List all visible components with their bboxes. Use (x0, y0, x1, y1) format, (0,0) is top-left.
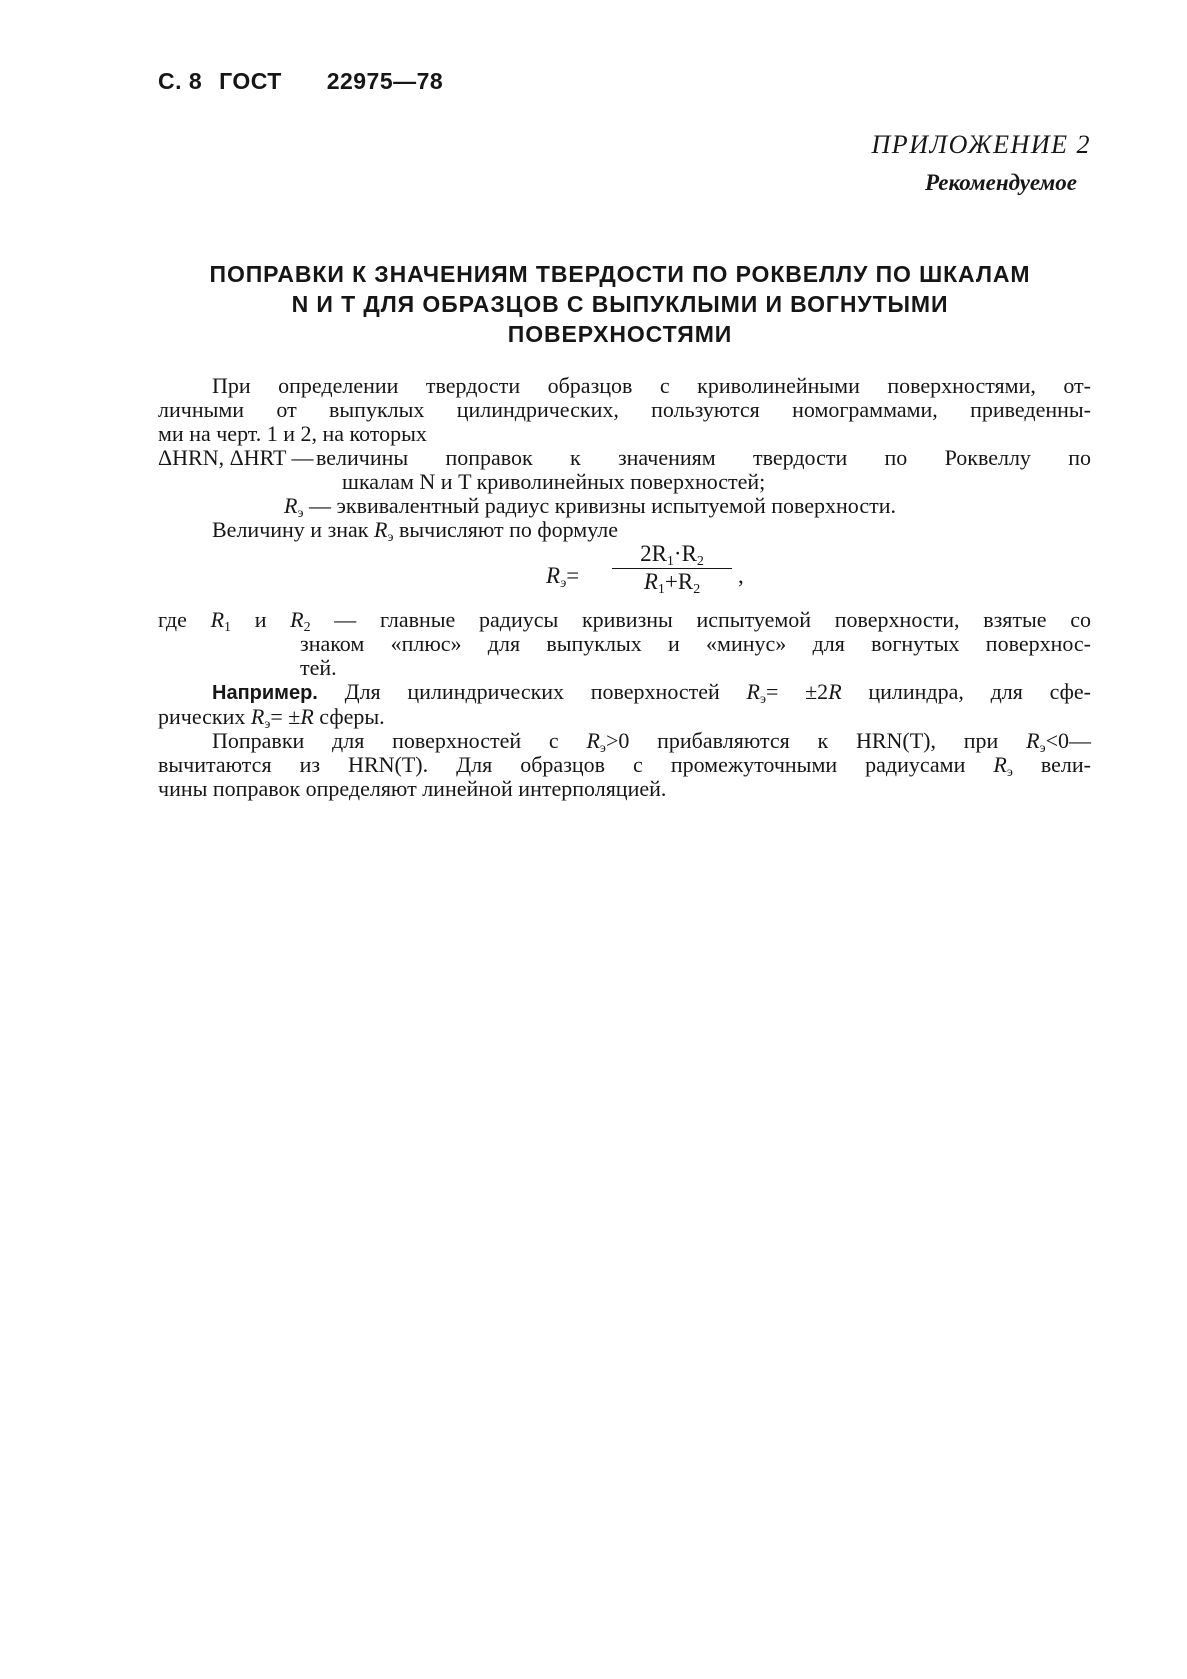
text-segment: = ± (270, 704, 301, 729)
appendix-title: ПРИЛОЖЕНИЕ 2 (871, 130, 1091, 159)
formula-subscript: э (560, 576, 567, 591)
text-segment: = ±2 (765, 679, 829, 704)
symbol: R (993, 752, 1007, 777)
appendix-subtitle: Рекомендуемое (925, 170, 1077, 195)
formula-subscript: 1 (657, 582, 665, 597)
formula-lhs (546, 563, 580, 591)
page-number: С. 8 (158, 68, 203, 94)
text-segment: — главные радиусы кривизны испытуемой поверхности, взятые со (310, 607, 1091, 632)
formula-subscript: 1 (666, 554, 674, 569)
text-segment: Для цилиндрических поверхностей (317, 679, 747, 704)
symbol-subscript: 1 (224, 620, 232, 635)
title-line: N И T ДЛЯ ОБРАЗЦОВ С ВЫПУКЛЫМИ И ВОГНУТЫМИ (291, 291, 949, 317)
formula-denominator (612, 569, 732, 597)
paragraph-line: ми на черт. 1 и 2, на которых (158, 421, 427, 446)
body-text (158, 374, 1091, 801)
symbol: R (828, 679, 842, 704)
symbol: R (300, 704, 314, 729)
definition-text: — эквивалентный радиус кривизны испытуемой поверхности. (308, 493, 896, 518)
symbol: R (746, 679, 760, 704)
paragraph-line (158, 680, 1091, 705)
symbol: R (374, 517, 388, 542)
symbol: R (284, 493, 298, 518)
text-segment: вели- (1012, 752, 1091, 777)
formula (158, 542, 1091, 608)
paragraph-line: личными от выпуклых цилиндрических, пользуются номограммами, приведенны- (158, 397, 1091, 422)
symbol: R (290, 607, 304, 632)
symbol-subscript: э (759, 692, 766, 707)
text-segment: цилиндра, для сфе- (841, 679, 1091, 704)
symbol-subscript: 2 (303, 620, 311, 635)
appendix-block (872, 126, 1091, 202)
text-segment: вычитаются из HRN(T). Для образцов с промежуточными радиусами (158, 752, 994, 777)
paragraph-line: чины поправок определяют линейной интерполяцией. (158, 776, 667, 801)
definition-text: величины поправок к значениям твердости по Роквеллу по (316, 445, 1091, 470)
symbol-subscript: э (387, 530, 394, 545)
title-line: ПОПРАВКИ К ЗНАЧЕНИЯМ ТВЕРДОСТИ ПО РОКВЕЛЛУ ПО ШКАЛАМ (209, 261, 1031, 287)
paragraph-line: При определении твердости образцов с криволинейными поверхностями, от- (212, 373, 1091, 398)
formula-equals: = (566, 563, 580, 588)
formula-term: R (643, 569, 658, 594)
formula-symbol: R (546, 563, 561, 588)
standard-label: ГОСТ (219, 68, 282, 94)
example-label: Например. (212, 682, 318, 704)
paragraph-line (158, 704, 1091, 732)
formula-subscript: 2 (696, 554, 704, 569)
symbol: R (1026, 728, 1040, 753)
formula-numerator (612, 542, 732, 569)
formula-subscript: 2 (693, 582, 701, 597)
definition-row (158, 446, 1091, 470)
text-segment: рических (158, 704, 251, 729)
paragraph-line (158, 607, 1091, 635)
symbol-subscript: э (599, 741, 606, 756)
formula-comma: , (738, 563, 744, 588)
symbol-subscript: э (297, 506, 304, 521)
standard-number: 22975—78 (326, 68, 444, 94)
symbol-subscript: э (264, 717, 271, 732)
definition-row (158, 493, 1091, 521)
text-segment: сферы. (313, 704, 385, 729)
title-line: ПОВЕРХНОСТЯМИ (507, 321, 733, 347)
definition-term: ΔHRN, ΔHRT — (158, 445, 314, 470)
paragraph-line: знаком «плюс» для выпуклых и «минус» для вогнутых поверхнос- (300, 631, 1091, 656)
page-header (158, 68, 443, 95)
symbol-subscript: э (1039, 741, 1046, 756)
formula-term: ·R (673, 541, 697, 566)
formula-term: 2R (640, 541, 667, 566)
definition-text: шкалам N и T криволинейных поверхностей; (342, 469, 766, 494)
text-segment: и (231, 607, 291, 632)
symbol: R (210, 607, 225, 632)
section-title (150, 259, 1090, 349)
text-segment: >0 прибавляются к HRN(T), при (605, 728, 1027, 753)
paragraph-line (158, 517, 1091, 545)
symbol: R (250, 704, 265, 729)
text-segment: где (158, 607, 211, 632)
text-segment: вычисляют по формуле (393, 517, 618, 542)
symbol: R (586, 728, 600, 753)
paragraph-line (158, 752, 1091, 780)
symbol-subscript: э (1006, 765, 1013, 780)
text-segment: <0— (1045, 728, 1091, 753)
formula-term: +R (664, 569, 694, 594)
text-segment: Поправки для поверхностей с (212, 728, 587, 753)
formula-fraction (612, 541, 732, 597)
paragraph-line (158, 728, 1091, 756)
text-segment: Величину и знак (212, 517, 374, 542)
paragraph-line: тей. (300, 655, 337, 680)
